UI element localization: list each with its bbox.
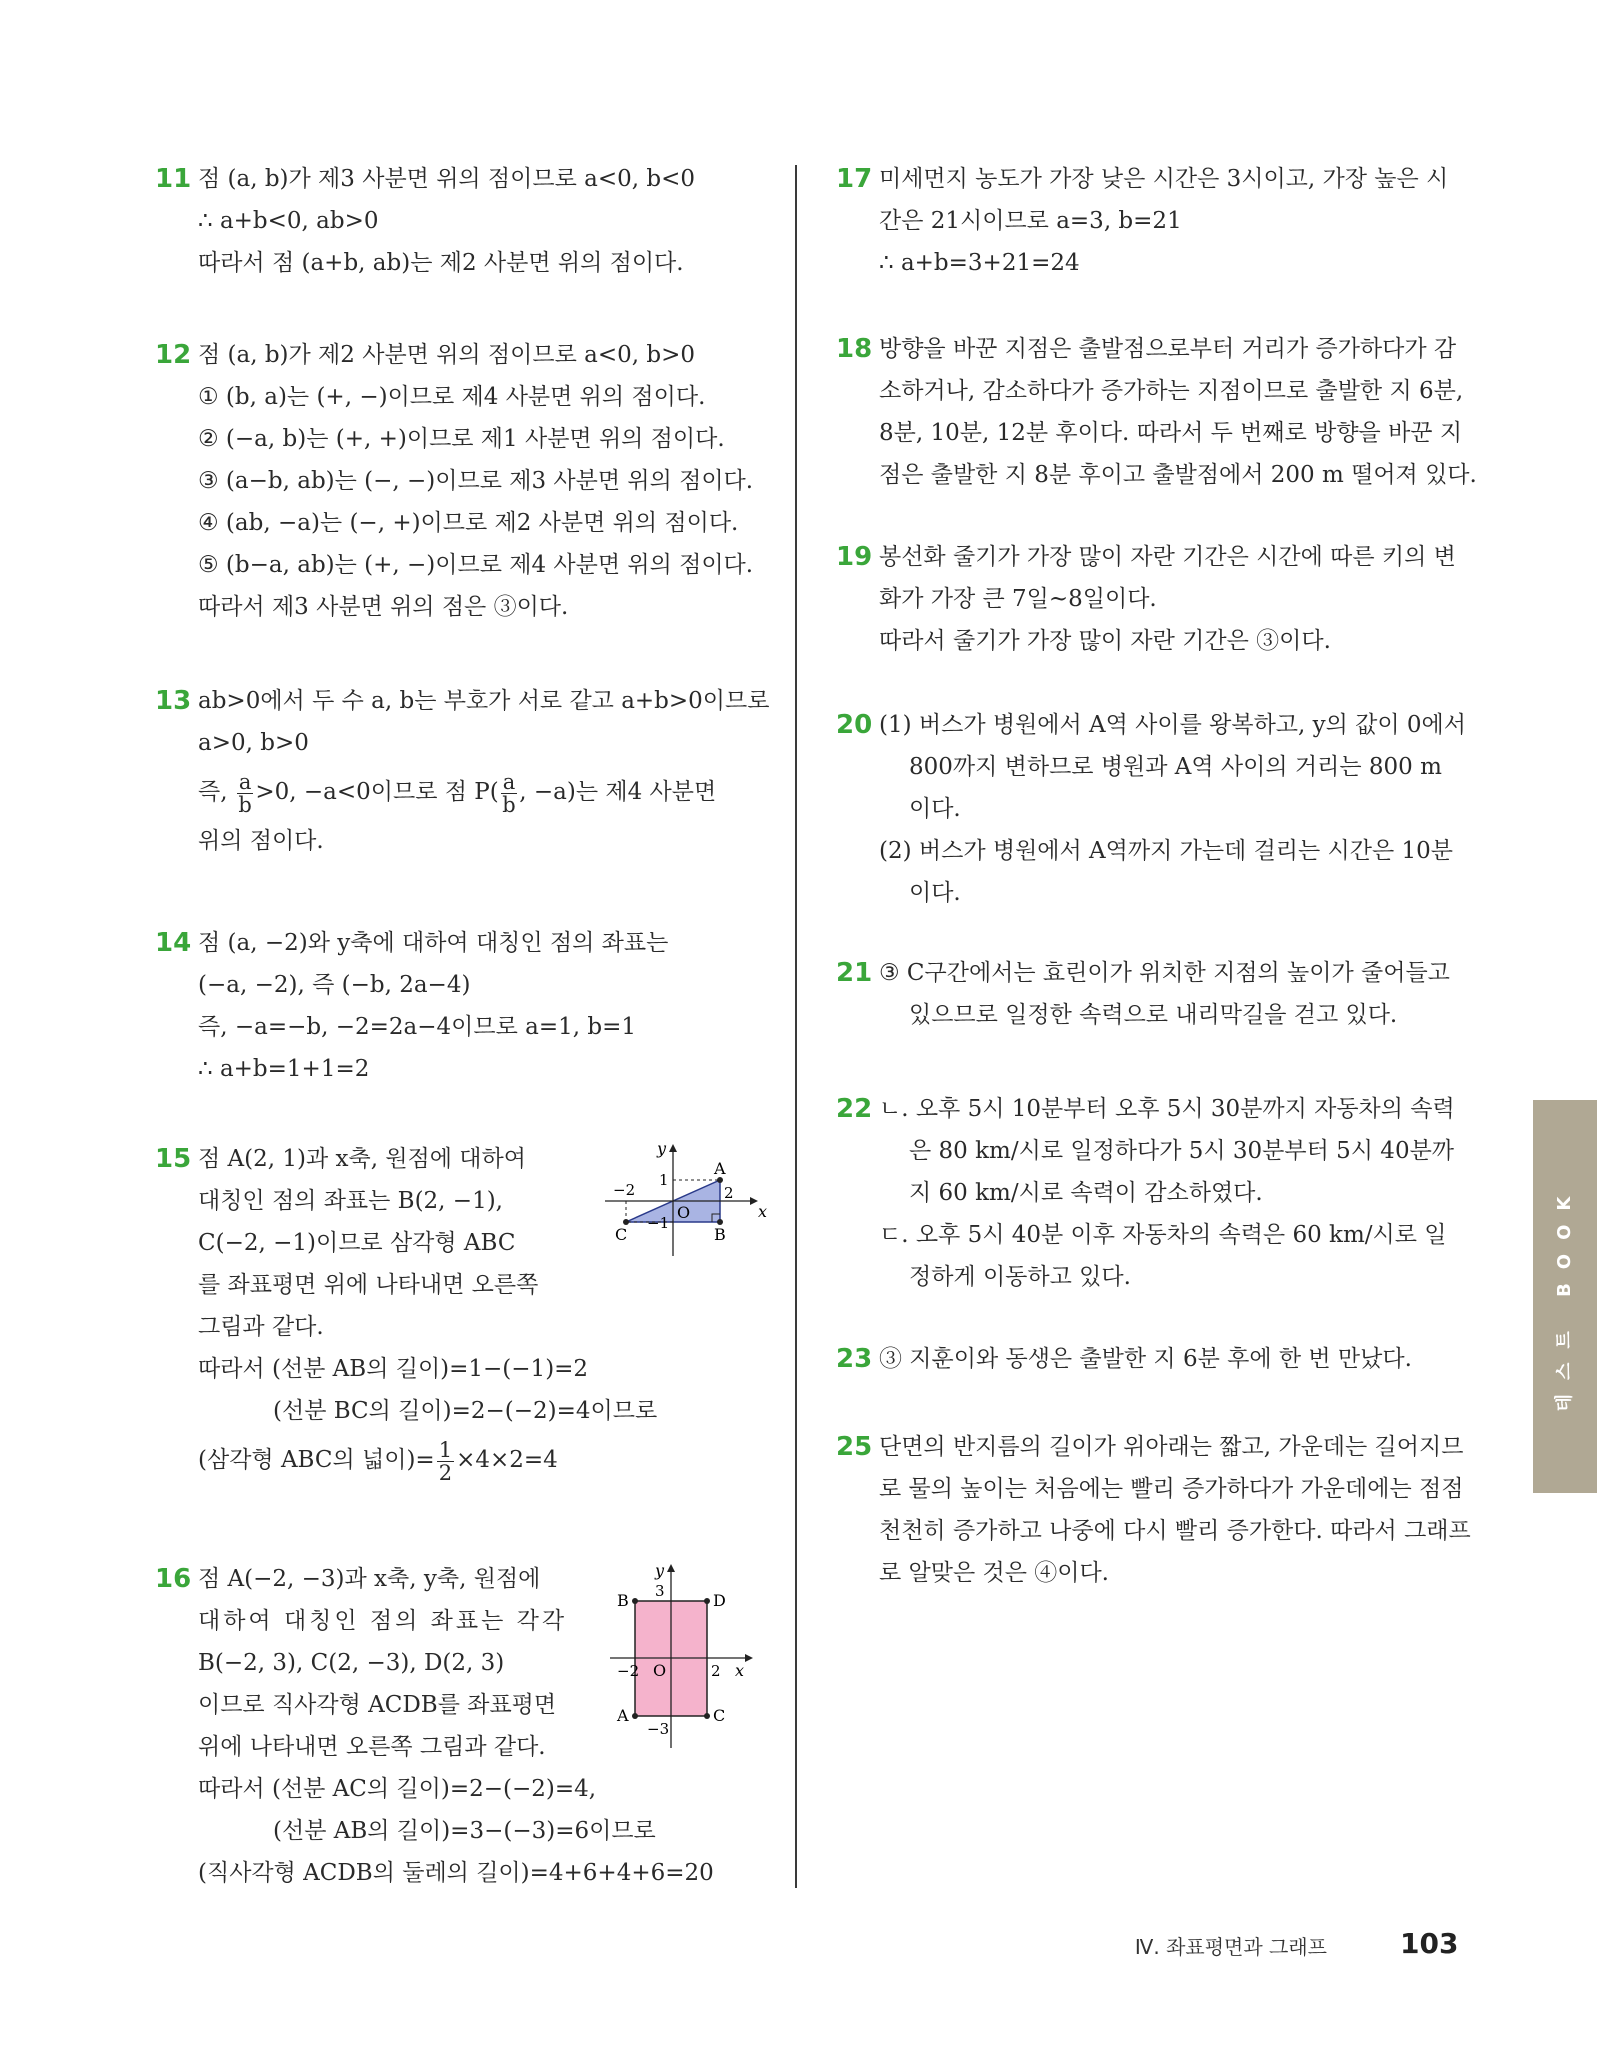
problem-number: 19 <box>836 542 873 572</box>
y-axis-arrow <box>667 1564 675 1572</box>
solution-line: 점은 출발한 지 8분 후이고 출발점에서 200 m 떨어져 있다. <box>879 462 1477 488</box>
fraction <box>437 1439 454 1484</box>
text-segment: >0, −a<0이므로 점 P( <box>255 779 499 805</box>
point-label-a: A <box>714 1159 726 1178</box>
problem-number: 13 <box>155 686 192 716</box>
solution-line: ② (−a, b)는 (+, +)이므로 제1 사분면 위의 점이다. <box>198 426 725 452</box>
fraction-numerator: a <box>502 769 516 794</box>
solution-line: 정하게 이동하고 있다. <box>909 1264 1131 1290</box>
solution-line: 봉선화 줄기가 가장 많이 자란 기간은 시간에 따른 키의 변 <box>879 544 1456 570</box>
point-label-c: C <box>615 1225 628 1244</box>
solution-line-fraction <box>198 764 795 820</box>
footer-section-title: Ⅳ. 좌표평면과 그래프 <box>1134 1935 1327 1959</box>
page-number: 103 <box>1400 1927 1459 1960</box>
solution-line: 로 물의 높이는 처음에는 빨리 증가하다가 가운데에는 점점 <box>879 1476 1464 1502</box>
solution-line: 위의 점이다. <box>198 828 324 854</box>
problem-number: 16 <box>155 1564 192 1594</box>
solution-line: 화가 가장 큰 7일~8일이다. <box>879 586 1157 612</box>
solution-line: ③ C구간에서는 효린이가 위치한 지점의 높이가 줄어들고 <box>879 960 1450 986</box>
solution-line: C(−2, −1)이므로 삼각형 ABC <box>198 1230 516 1256</box>
point-label-c: C <box>713 1706 726 1725</box>
point-c <box>704 1713 710 1719</box>
x-axis-label: x <box>758 1202 768 1221</box>
solution-line: 로 알맞은 것은 ④이다. <box>879 1560 1109 1586</box>
solution-line: 8분, 10분, 12분 후이다. 따라서 두 번째로 방향을 바꾼 지 <box>879 420 1463 446</box>
solution-line: ∴ a+b=1+1=2 <box>198 1056 370 1082</box>
solution-line: (선분 BC의 길이)=2−(−2)=4이므로 <box>273 1398 658 1424</box>
problem-16 <box>155 1558 795 1894</box>
solution-line-fraction <box>198 1432 795 1488</box>
solution-line: 800까지 변하므로 병원과 A역 사이의 거리는 800 m <box>909 754 1442 780</box>
solution-line: (−a, −2), 즉 (−b, 2a−4) <box>198 972 471 998</box>
tick-label: −1 <box>647 1214 670 1232</box>
solution-line: 대칭인 점의 좌표는 B(2, −1), <box>198 1188 503 1214</box>
column-divider <box>795 165 797 1888</box>
point-label-d: D <box>713 1591 726 1610</box>
solution-line: 이다. <box>909 880 961 906</box>
solution-line: 미세먼지 농도가 가장 낮은 시간은 3시이고, 가장 높은 시 <box>879 166 1449 192</box>
point-d <box>704 1598 710 1604</box>
solution-line: (선분 AB의 길이)=3−(−3)=6이므로 <box>273 1818 656 1844</box>
solution-line: 천천히 증가하고 나중에 다시 빨리 증가한다. 따라서 그래프 <box>879 1518 1471 1544</box>
tick-label: 2 <box>711 1662 721 1680</box>
solution-line: 점 A(2, 1)과 x축, 원점에 대하여 <box>198 1146 526 1172</box>
solution-line: ㄷ. 오후 5시 40분 이후 자동차의 속력은 60 km/시로 일 <box>879 1222 1447 1248</box>
solution-line: 점 (a, b)가 제2 사분면 위의 점이므로 a<0, b>0 <box>198 342 695 368</box>
problem-number: 14 <box>155 928 192 958</box>
solution-line: 즉, −a=−b, −2=2a−4이므로 a=1, b=1 <box>198 1014 636 1040</box>
solution-line: ③ 지훈이와 동생은 출발한 지 6분 후에 한 번 만났다. <box>879 1346 1412 1372</box>
solution-line: ④ (ab, −a)는 (−, +)이므로 제2 사분면 위의 점이다. <box>198 510 739 536</box>
solution-line: 따라서 (선분 AC의 길이)=2−(−2)=4, <box>198 1776 597 1802</box>
solution-line: ⑤ (b−a, ab)는 (+, −)이므로 제4 사분면 위의 점이다. <box>198 552 754 578</box>
solution-line: (1) 버스가 병원에서 A역 사이를 왕복하고, y의 값이 0에서 <box>879 712 1466 738</box>
solution-line: ab>0에서 두 수 a, b는 부호가 서로 같고 a+b>0이므로 <box>198 688 770 714</box>
problem-18 <box>836 328 1476 496</box>
point-label-b: B <box>617 1591 629 1610</box>
y-axis-arrow <box>669 1144 677 1152</box>
solution-line: 위에 나타내면 오른쪽 그림과 같다. <box>198 1734 546 1760</box>
problem-number: 21 <box>836 958 873 988</box>
fraction-numerator: a <box>238 769 252 794</box>
x-axis-label: x <box>735 1661 745 1680</box>
solution-line: (2) 버스가 병원에서 A역까지 가는데 걸리는 시간은 10분 <box>879 838 1453 864</box>
fraction-denominator: b <box>502 792 516 817</box>
problem-17 <box>836 158 1476 284</box>
side-tab-label: 테스트 BOOK <box>1554 1182 1575 1411</box>
solution-line: 따라서 제3 사분면 위의 점은 ③이다. <box>198 594 569 620</box>
solution-line: 따라서 줄기가 가장 많이 자란 기간은 ③이다. <box>879 628 1331 654</box>
problem-14 <box>155 922 795 1090</box>
solution-line: 점 (a, −2)와 y축에 대하여 대칭인 점의 좌표는 <box>198 930 669 956</box>
problem-21 <box>836 952 1476 1036</box>
solution-line: 지 60 km/시로 속력이 감소하였다. <box>909 1180 1263 1206</box>
problem-11 <box>155 158 795 284</box>
solution-line: 이다. <box>909 796 961 822</box>
solution-line: 따라서 (선분 AB의 길이)=1−(−1)=2 <box>198 1356 589 1382</box>
solution-line: 소하거나, 감소하다가 증가하는 지점이므로 출발한 지 6분, <box>879 378 1464 404</box>
solution-line: a>0, b>0 <box>198 730 309 756</box>
problem-23 <box>836 1338 1476 1380</box>
solution-line: 그림과 같다. <box>198 1314 324 1340</box>
tick-label: 1 <box>659 1171 669 1189</box>
problem-13 <box>155 680 795 862</box>
y-axis-label: y <box>655 1561 665 1580</box>
solution-line: ∴ a+b<0, ab>0 <box>198 208 379 234</box>
problem-number: 12 <box>155 340 192 370</box>
problem-22 <box>836 1088 1476 1298</box>
text-segment: 즉, <box>198 779 228 805</box>
fraction <box>501 771 518 816</box>
problem-25 <box>836 1426 1476 1594</box>
solution-line: 간은 21시이므로 a=3, b=21 <box>879 208 1182 234</box>
fraction-numerator: 1 <box>438 1437 453 1462</box>
solution-line: 방향을 바꾼 지점은 출발점으로부터 거리가 증가하다가 감 <box>879 336 1457 362</box>
problem-number: 18 <box>836 334 873 364</box>
solution-line: ① (b, a)는 (+, −)이므로 제4 사분면 위의 점이다. <box>198 384 706 410</box>
point-label-b: B <box>714 1225 726 1244</box>
problem-number: 17 <box>836 164 873 194</box>
tick-label: 3 <box>655 1582 665 1600</box>
solution-line: (직사각형 ACDB의 둘레의 길이)=4+6+4+6=20 <box>198 1860 714 1886</box>
problem-number: 23 <box>836 1344 873 1374</box>
point-b <box>632 1598 638 1604</box>
origin-label: O <box>653 1661 667 1680</box>
solution-line: 점 (a, b)가 제3 사분면 위의 점이므로 a<0, b<0 <box>198 166 695 192</box>
solution-line: 점 A(−2, −3)과 x축, y축, 원점에 <box>198 1566 541 1592</box>
solution-line: 를 좌표평면 위에 나타내면 오른쪽 <box>198 1272 539 1298</box>
problem-number: 25 <box>836 1432 873 1462</box>
x-axis-arrow <box>745 1654 753 1662</box>
solution-line: 이므로 직사각형 ACDB를 좌표평면 <box>198 1692 557 1718</box>
x-axis-arrow <box>750 1197 758 1205</box>
solution-line: 은 80 km/시로 일정하다가 5시 30분부터 5시 40분까 <box>909 1138 1455 1164</box>
tick-label: −3 <box>647 1720 670 1738</box>
problem-19 <box>836 536 1476 662</box>
problem-12 <box>155 334 795 628</box>
problem-number: 11 <box>155 164 192 194</box>
problem-number: 15 <box>155 1144 192 1174</box>
solution-line: B(−2, 3), C(2, −3), D(2, 3) <box>198 1650 505 1676</box>
solution-line: ㄴ. 오후 5시 10분부터 오후 5시 30분까지 자동차의 속력 <box>879 1096 1455 1122</box>
problem-number: 22 <box>836 1094 873 1124</box>
triangle-figure <box>595 1138 775 1258</box>
problem-number: 20 <box>836 710 873 740</box>
solution-line: 따라서 점 (a+b, ab)는 제2 사분면 위의 점이다. <box>198 250 684 276</box>
solution-line: ③ (a−b, ab)는 (−, −)이므로 제3 사분면 위의 점이다. <box>198 468 754 494</box>
solution-line: 대하여 대칭인 점의 좌표는 각각 <box>198 1608 568 1634</box>
fraction-denominator: 2 <box>438 1460 453 1485</box>
text-segment: ×4×2=4 <box>456 1447 558 1473</box>
origin-label: O <box>677 1203 691 1222</box>
solution-line: 있으므로 일정한 속력으로 내리막길을 걷고 있다. <box>909 1002 1398 1028</box>
tick-label: −2 <box>617 1662 640 1680</box>
text-segment: (삼각형 ABC의 넓이)= <box>198 1447 435 1473</box>
side-tab <box>1533 1100 1597 1493</box>
y-axis-label: y <box>657 1139 667 1158</box>
point-a <box>632 1713 638 1719</box>
solution-line: ∴ a+b=3+21=24 <box>879 250 1080 276</box>
solution-line: 단면의 반지름의 길이가 위아래는 짧고, 가운데는 길어지므 <box>879 1434 1464 1460</box>
fraction-denominator: b <box>238 792 252 817</box>
point-label-a: A <box>617 1706 629 1725</box>
fraction <box>237 771 254 816</box>
rectangle-figure <box>595 1558 775 1758</box>
problem-15 <box>155 1138 795 1488</box>
tick-label: 2 <box>724 1184 734 1202</box>
tick-label: −2 <box>613 1181 636 1199</box>
text-segment: , −a)는 제4 사분면 <box>519 779 717 805</box>
problem-20 <box>836 704 1476 914</box>
